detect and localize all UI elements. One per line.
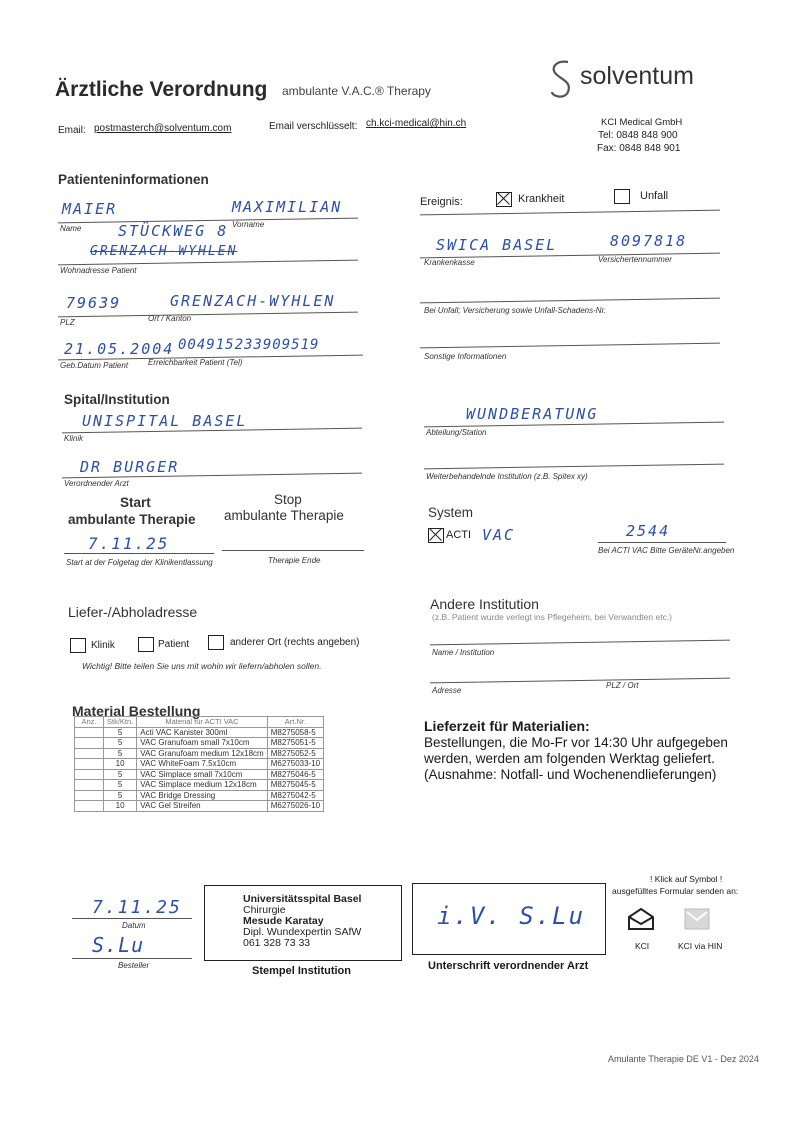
start-label: Start at der Folgetag der Klinikentlassung: [66, 558, 213, 567]
versnr-label: Versichertennummer: [598, 255, 672, 264]
email-link[interactable]: postmasterch@solventum.com: [94, 123, 232, 134]
acti-label: ACTI: [446, 529, 472, 541]
besteller-label: Besteller: [118, 961, 150, 970]
ereignis-label: Ereignis:: [420, 196, 463, 208]
material-anz-cell[interactable]: [75, 780, 104, 791]
material-header-0: Anz.: [75, 717, 104, 728]
material-name-cell: VAC WhiteFoam 7.5x10cm: [137, 759, 267, 770]
patient-ort-value[interactable]: GRENZACH-WYHLEN: [170, 292, 336, 310]
company-tel: Tel: 0848 848 900: [598, 130, 678, 141]
start-date-value[interactable]: 7.11.25: [88, 534, 170, 553]
material-name-cell: VAC Granufoam medium 12x18cm: [137, 748, 267, 759]
abteilung-value[interactable]: WUNDBERATUNG: [466, 405, 599, 423]
material-art-cell: M8275045-5: [267, 780, 323, 791]
geraet-label: Bei ACTI VAC Bitte GeräteNr.angeben: [598, 546, 735, 555]
patient-address-value[interactable]: STÜCKWEG 8: [118, 222, 229, 240]
material-row: [75, 769, 324, 780]
email-label: Email:: [58, 125, 86, 136]
material-art-cell: M6275026-10: [267, 801, 323, 812]
stempel-label: Stempel Institution: [252, 965, 351, 977]
material-name-cell: VAC Bridge Dressing: [137, 790, 267, 801]
material-anz-cell[interactable]: [75, 727, 104, 738]
name-label: Name: [60, 224, 82, 233]
start-title-2: ambulante Therapie: [68, 512, 196, 527]
stamp-box: [204, 885, 402, 961]
start-title-1: Start: [120, 495, 151, 510]
klinik-label: Klinik: [64, 434, 84, 443]
form-title: Ärztliche Verordnung: [55, 78, 268, 101]
material-anz-cell[interactable]: [75, 748, 104, 759]
unfall-label: Unfall: [640, 190, 669, 202]
material-anz-cell[interactable]: [75, 790, 104, 801]
material-header-2: Material für ACTI VAC: [137, 717, 267, 728]
form-subtitle: ambulante V.A.C.® Therapy: [282, 84, 431, 98]
geraet-value[interactable]: 2544: [626, 522, 671, 540]
material-art-cell: M8275042-5: [267, 790, 323, 801]
andere-section-title: Andere Institution: [430, 596, 539, 612]
material-art-cell: M8275051-5: [267, 738, 323, 749]
solventum-logo-icon: [546, 58, 576, 98]
material-section-title: Material Bestellung: [72, 703, 201, 719]
liefer-hint: Wichtig! Bitte teilen Sie uns mit wohin wir liefern/abholen sollen.: [82, 661, 322, 671]
vac-value[interactable]: VAC: [482, 526, 516, 544]
klick-hint-2: ausgefülltes Formular senden an:: [612, 886, 739, 896]
arzt-value[interactable]: DR BURGER: [80, 458, 180, 476]
doctor-signature: i.V. S.Lu: [437, 902, 586, 930]
liefer-patient-label: Patient: [158, 639, 190, 650]
kci-mail-icon[interactable]: [627, 907, 655, 931]
lieferzeit-title: Lieferzeit für Materialien:: [424, 718, 590, 734]
ort-label: Ort / Kanton: [148, 314, 192, 323]
ende-label: Therapie Ende: [268, 556, 321, 565]
kci-hin-label: KCI via HIN: [678, 941, 723, 951]
material-header-3: Art.Nr.: [267, 717, 323, 728]
liefer-section-title: Liefer-/Abholadresse: [68, 604, 198, 620]
material-art-cell: M8275052-5: [267, 748, 323, 759]
material-stk-cell: 5: [104, 738, 137, 749]
krankenkasse-label: Krankenkasse: [424, 258, 475, 267]
material-name-cell: VAC Simplace medium 12x18cm: [137, 780, 267, 791]
patient-tel-value[interactable]: 004915233909519: [178, 337, 320, 353]
material-anz-cell[interactable]: [75, 759, 104, 770]
address-label: Wohnadresse Patient: [60, 266, 137, 275]
plz-label: PLZ: [60, 318, 75, 327]
material-name-cell: VAC Gel Streifen: [137, 801, 267, 812]
material-table: [74, 716, 324, 812]
material-art-cell: M6275033-10: [267, 759, 323, 770]
patient-dob-value[interactable]: 21.05.2004: [64, 340, 175, 358]
version-label: Amulante Therapie DE V1 - Dez 2024: [608, 1054, 759, 1064]
andere-hint: (z.B. Patient wurde verlegt ins Pflegeheim, bei Verwandten etc.): [432, 612, 673, 622]
material-anz-cell[interactable]: [75, 738, 104, 749]
material-stk-cell: 10: [104, 759, 137, 770]
material-row: [75, 790, 324, 801]
material-row: [75, 780, 324, 791]
company-name: KCI Medical GmbH: [601, 117, 683, 128]
krankheit-label: Krankheit: [518, 193, 565, 205]
brand-name: solventum: [580, 62, 694, 90]
dob-label: Geb.Datum Patient: [60, 361, 129, 370]
acti-checkbox[interactable]: [428, 528, 444, 543]
material-stk-cell: 5: [104, 748, 137, 759]
material-row: [75, 727, 324, 738]
material-stk-cell: 5: [104, 790, 137, 801]
patient-address-struck: GRENZACH-WYHLEN: [90, 244, 238, 259]
material-stk-cell: 5: [104, 727, 137, 738]
material-anz-cell[interactable]: [75, 801, 104, 812]
material-name-cell: VAC Granufoam small 7x10cm: [137, 738, 267, 749]
klick-hint-1: ! Klick auf Symbol !: [650, 874, 723, 884]
patient-plz-value[interactable]: 79639: [66, 294, 122, 312]
patient-section-title: Patienteninformationen: [58, 172, 209, 187]
andere-plz-label: PLZ / Ort: [606, 681, 639, 690]
material-row: [75, 801, 324, 812]
material-stk-cell: 5: [104, 769, 137, 780]
signature-box[interactable]: [412, 883, 606, 955]
material-name-cell: Acti VAC Kanister 300ml: [137, 727, 267, 738]
abteilung-label: Abteilung/Station: [426, 428, 487, 437]
kci-hin-mail-icon[interactable]: [683, 906, 711, 932]
liefer-klinik-checkbox[interactable]: [70, 638, 86, 653]
material-art-cell: M8275046-5: [267, 769, 323, 780]
klinik-value[interactable]: UNISPITAL BASEL: [82, 412, 248, 430]
material-header-1: Stk/Ktn.: [104, 717, 137, 728]
footer-datum-value[interactable]: 7.11.25: [92, 897, 182, 918]
liefer-anderer-label: anderer Ort (rechts angeben): [230, 637, 360, 648]
besteller-signature[interactable]: S.Lu: [92, 933, 145, 957]
material-row: [75, 748, 324, 759]
material-stk-cell: 10: [104, 801, 137, 812]
patient-vorname-value[interactable]: MAXIMILIAN: [232, 198, 343, 216]
stamp-text: Universitätsspital Basel Chirurgie Mesude Karatay Dipl. Wundexpertin SAfW 061 328 73 33: [243, 893, 362, 949]
footer-datum-label: Datum: [122, 921, 146, 930]
vorname-label: Vorname: [232, 220, 265, 229]
stop-title-1: Stop: [274, 492, 302, 507]
tel-label: Erreichbarkeit Patient (Tel): [148, 358, 243, 367]
institution-section-title: Spital/Institution: [64, 392, 170, 407]
kci-label: KCI: [635, 941, 650, 951]
krankenkasse-value[interactable]: SWICA BASEL: [436, 236, 558, 254]
email-enc-label: Email verschlüsselt:: [269, 121, 358, 132]
email-enc-link[interactable]: ch.kci-medical@hin.ch: [366, 118, 467, 129]
arzt-label: Verordnender Arzt: [64, 479, 129, 488]
weiter-label: Weiterbehandelnde Institution (z.B. Spitex xy): [426, 472, 588, 481]
krankheit-checkbox[interactable]: [496, 192, 512, 207]
unfall-info-label: Bei Unfall; Versicherung sowie Unfall-Schadens-Nr.: [424, 306, 607, 315]
material-art-cell: M8275058-5: [267, 727, 323, 738]
material-stk-cell: 5: [104, 780, 137, 791]
material-name-cell: VAC Simplace small 7x10cm: [137, 769, 267, 780]
material-row: [75, 738, 324, 749]
liefer-patient-checkbox[interactable]: [138, 637, 154, 652]
sonstige-label: Sonstige Informationen: [424, 352, 507, 361]
liefer-anderer-checkbox[interactable]: [208, 635, 224, 650]
material-anz-cell[interactable]: [75, 769, 104, 780]
patient-name-value[interactable]: MAIER: [62, 200, 118, 218]
unterschrift-label: Unterschrift verordnender Arzt: [428, 960, 589, 972]
material-row: [75, 759, 324, 770]
liefer-klinik-label: Klinik: [91, 640, 115, 651]
versnr-value[interactable]: 8097818: [610, 232, 688, 250]
system-section-title: System: [428, 505, 474, 520]
andere-adresse-label: Adresse: [432, 686, 462, 695]
company-fax: Fax: 0848 848 901: [597, 143, 681, 154]
unfall-checkbox[interactable]: [614, 189, 630, 204]
andere-name-label: Name / Institution: [432, 648, 495, 657]
stop-title-2: ambulante Therapie: [224, 508, 344, 523]
lieferzeit-text: Bestellungen, die Mo-Fr vor 14:30 Uhr aufgegeben werden, werden am folgenden Werktag geliefert. (Ausnahme: Notfall- und Wochenendlieferungen): [424, 735, 728, 782]
